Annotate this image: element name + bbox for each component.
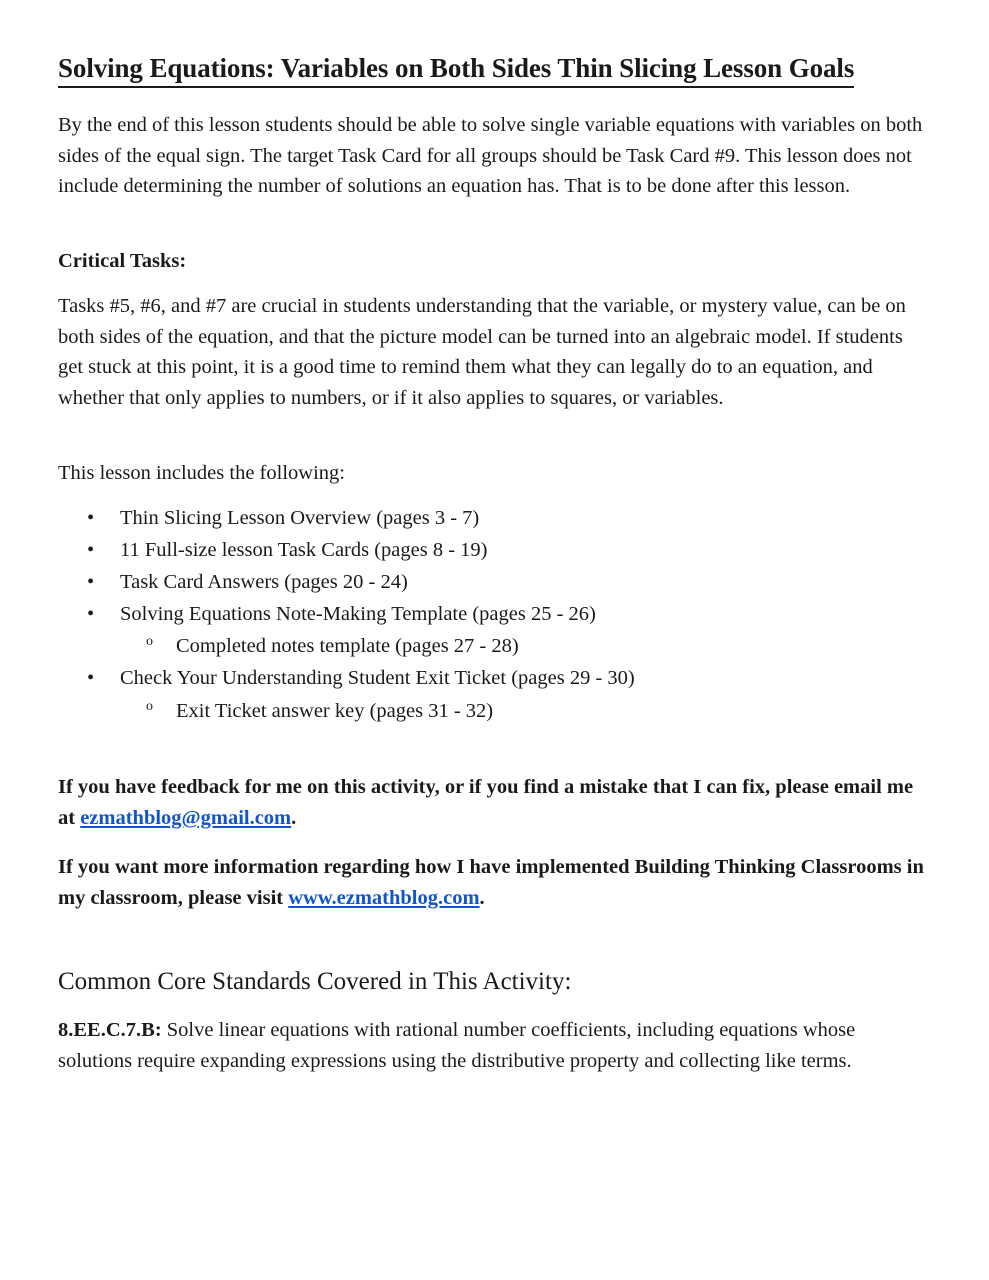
contents-intro: This lesson includes the following: xyxy=(58,461,345,484)
list-item-label: Exit Ticket answer key (pages 31 - 32) xyxy=(176,699,494,722)
spacer xyxy=(58,834,931,852)
bullet-filled-icon: • xyxy=(87,506,95,529)
page-title: Solving Equations: Variables on Both Sides Thin Slicing Lesson Goals xyxy=(58,52,854,88)
feedback-paragraph xyxy=(58,772,931,834)
list-item xyxy=(58,503,931,534)
spacer xyxy=(58,728,931,772)
standard-description: Solve linear equations with rational number coefficients, including equations whose solutions require expanding expressions using the distributive property and collecting like terms. xyxy=(58,1018,856,1072)
list-item-label: Completed notes template (pages 27 - 28) xyxy=(176,635,519,658)
spacer xyxy=(58,202,931,246)
website-link[interactable]: www.ezmathblog.com xyxy=(288,887,480,910)
bullet-filled-icon: • xyxy=(87,571,95,593)
standards-paragraph xyxy=(58,1015,931,1077)
list-item-label: Task Card Answers (pages 20 - 24) xyxy=(120,571,408,593)
bullet-hollow-icon: o xyxy=(146,634,153,650)
feedback-text-after: . xyxy=(291,806,297,829)
spacer xyxy=(58,414,931,458)
list-item-label: Thin Slicing Lesson Overview (pages 3 - 7) xyxy=(120,506,480,529)
critical-tasks-heading: Critical Tasks: xyxy=(58,250,187,273)
bullet-hollow-icon: o xyxy=(146,698,153,714)
list-item-label: 11 Full-size lesson Task Cards (pages 8 - 19) xyxy=(120,538,488,561)
lesson-contents-list xyxy=(58,503,931,727)
bullet-filled-icon: • xyxy=(87,538,95,561)
list-item xyxy=(58,696,931,727)
list-item xyxy=(58,567,931,598)
feedback-text-before: If you have feedback for me on this activity, or if you find a mistake that I can fix, please email me at xyxy=(58,775,914,829)
list-item-label: Check Your Understanding Student Exit Ticket (pages 29 - 30) xyxy=(120,667,635,690)
website-text-after: . xyxy=(479,887,485,910)
list-item xyxy=(58,631,931,662)
email-link[interactable]: ezmathblog@gmail.com xyxy=(80,806,292,829)
list-item xyxy=(58,663,931,694)
website-paragraph xyxy=(58,852,931,914)
list-item-label: Solving Equations Note-Making Template (pages 25 - 26) xyxy=(120,603,596,626)
bullet-filled-icon: • xyxy=(87,667,95,690)
critical-tasks-paragraph: Tasks #5, #6, and #7 are crucial in students understanding that the variable, or mystery value, can be on both sides of the equation, and that the picture model can be turned into an algebraic model. If students get stuck at this point, it is a good time to remind them what they can legally do to an equation, and whether that only applies to numbers, or if it also applies to squares, or variables. xyxy=(58,294,906,410)
bullet-filled-icon: • xyxy=(87,603,95,626)
list-item xyxy=(58,599,931,630)
standard-code: 8.EE.C.7.B: xyxy=(58,1018,162,1041)
spacer xyxy=(58,914,931,966)
intro-paragraph: By the end of this lesson students should be able to solve single variable equations with variables on both sides of the equal sign. The target Task Card for all groups should be Task Card #9. This lesson does not include determining the number of solutions an equation has. That is to be done after this lesson. xyxy=(58,113,923,198)
standards-heading: Common Core Standards Covered in This Activity: xyxy=(58,968,572,996)
list-item xyxy=(58,535,931,566)
website-text-before: If you want more information regarding how I have implemented Building Thinking Classrooms in my classroom, please visit xyxy=(58,856,924,910)
